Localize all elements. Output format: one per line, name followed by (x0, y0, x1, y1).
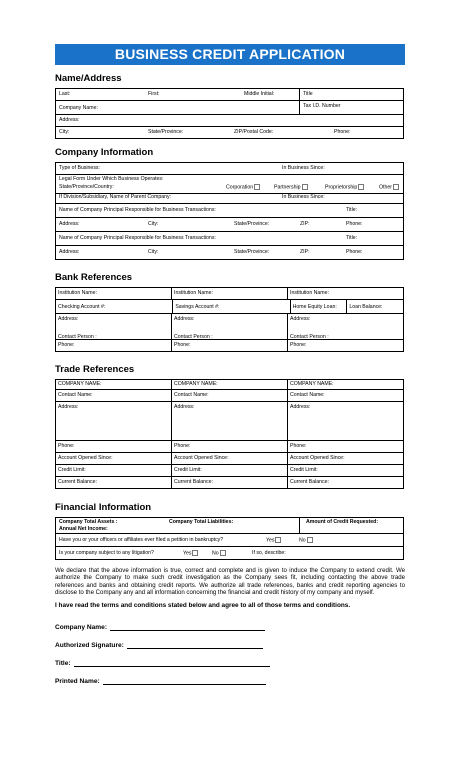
trade-phone-field[interactable]: Phone: (290, 443, 307, 449)
business-type-field[interactable]: Type of Business: (59, 165, 100, 171)
partnership-option[interactable]: Partnership (274, 184, 308, 190)
bank-refs-box (55, 287, 404, 352)
principal-row-2 (56, 232, 403, 246)
checkbox[interactable] (192, 550, 198, 556)
institution-name-field[interactable]: Institution Name: (290, 290, 329, 296)
total-liabilities-field[interactable]: Company Total Liabilities: (169, 519, 234, 525)
bank-address-cell[interactable]: Address: Contact Person : (172, 314, 288, 339)
printed-name-line[interactable] (103, 677, 266, 685)
trade-phone-field[interactable]: Phone: (172, 441, 288, 452)
section-title-company-info: Company Information (55, 147, 154, 158)
first-name-field[interactable]: First: (148, 91, 160, 97)
trade-company-field[interactable]: COMPANY NAME: (172, 380, 288, 389)
bank-account-row (56, 300, 403, 314)
page-title: BUSINESS CREDIT APPLICATION (55, 44, 405, 65)
bankruptcy-question: Have you or your officers or affiliates ever filed a petition in bankruptcy? (59, 537, 224, 543)
type-row (56, 163, 403, 175)
credit-requested-field[interactable]: Amount of Credit Requested: (306, 519, 379, 525)
middle-initial-field[interactable]: Middle Initial: (244, 91, 275, 97)
last-name-field[interactable]: Last: (59, 91, 71, 97)
trade-contact-field[interactable]: Contact Name: (56, 390, 172, 401)
total-assets-field[interactable]: Company Total Assets : (59, 519, 118, 525)
title-line[interactable] (74, 659, 270, 667)
savings-account-field[interactable]: Savings Account #: (173, 300, 290, 313)
bank-address-cell[interactable]: Address: Contact Person : (56, 314, 172, 339)
principal-field[interactable]: Name of Company Principal Responsible for Business Transactions: (59, 207, 216, 213)
principal-row-1 (56, 204, 403, 218)
bank-phone-field[interactable]: Phone: (56, 340, 172, 351)
trade-address-row (56, 402, 403, 441)
tax-id-field[interactable]: Tax I.D. Number (303, 103, 341, 109)
litigation-describe-field[interactable]: If so, describe: (252, 550, 286, 556)
agreement-text: I have read the terms and conditions stated below and agree to all of those terms and conditions. (55, 602, 351, 610)
signature-company-row (55, 623, 405, 631)
corporation-option[interactable]: Corporation (226, 184, 260, 190)
checkbox[interactable] (220, 550, 226, 556)
phone-field[interactable]: Phone: (334, 129, 351, 135)
company-name-label: Company Name: (55, 624, 108, 632)
trade-address-field[interactable]: Address: (172, 402, 288, 440)
bank-address-row (56, 314, 403, 340)
trade-balance-field[interactable]: Current Balance: (290, 479, 329, 485)
trade-refs-box (55, 379, 404, 489)
net-income-field[interactable]: Annual Net Income: (59, 526, 108, 532)
section-title-bank-refs: Bank References (55, 272, 133, 283)
trade-contact-row (56, 390, 403, 402)
state-field[interactable]: State/Province: (148, 129, 184, 135)
address-field[interactable]: Address: (59, 117, 80, 123)
zip-field[interactable]: ZIP/Postal Code: (234, 129, 274, 135)
trade-limit-field[interactable]: Credit Limit: (56, 465, 172, 476)
company-name-field[interactable]: Company Name: (59, 105, 98, 111)
bankruptcy-no-option[interactable]: No (299, 537, 313, 543)
parent-since-field[interactable]: In Business Since: (282, 194, 325, 200)
home-equity-field[interactable]: Home Equity Loan: (291, 300, 348, 313)
loan-balance-field[interactable]: Loan Balance: (349, 304, 383, 310)
parent-company-field[interactable]: If Division/Subsidiary, Name of Parent Company: (59, 194, 172, 200)
trade-limit-row (56, 465, 403, 477)
bankruptcy-yes-option[interactable]: Yes (266, 537, 281, 543)
checkbox[interactable] (393, 184, 399, 190)
trade-phone-field[interactable]: Phone: (56, 441, 172, 452)
trade-opened-field[interactable]: Account Opened Since: (56, 453, 172, 464)
principal-address-field[interactable]: Address: (59, 249, 80, 255)
home-equity-cell (291, 300, 403, 313)
trade-balance-field[interactable]: Current Balance: (172, 477, 288, 488)
trade-limit-field[interactable]: Credit Limit: (290, 467, 318, 473)
principal-phone-field[interactable]: Phone: (346, 221, 363, 227)
trade-contact-field[interactable]: Contact Name: (290, 392, 325, 398)
checkbox[interactable] (275, 537, 281, 543)
bank-phone-row (56, 340, 403, 351)
trade-limit-field[interactable]: Credit Limit: (172, 465, 288, 476)
principal-address-row-1 (56, 218, 403, 232)
company-info-box (55, 162, 404, 260)
trade-company-field[interactable]: COMPANY NAME: (56, 380, 172, 389)
principal-field[interactable]: Name of Company Principal Responsible for Business Transactions: (59, 235, 216, 241)
title-label: Title: (55, 660, 71, 668)
trade-contact-field[interactable]: Contact Name: (172, 390, 288, 401)
section-title-trade-refs: Trade References (55, 364, 135, 375)
authorized-signature-label: Authorized Signature: (55, 642, 124, 650)
company-row (56, 101, 403, 115)
authorized-signature-line[interactable] (127, 641, 263, 649)
proprietorship-option[interactable]: Proprietorship (325, 184, 364, 190)
name-address-box (55, 88, 404, 139)
trade-phone-row (56, 441, 403, 453)
principal-zip-field[interactable]: ZIP: (300, 249, 310, 255)
trade-company-row (56, 380, 403, 390)
city-row (56, 127, 403, 138)
signature-title-row (55, 659, 405, 667)
section-title-name-address: Name/Address (55, 73, 122, 84)
trade-address-field[interactable]: Address: (290, 404, 311, 410)
principal-address-row-2 (56, 246, 403, 259)
bank-address-cell[interactable]: Address: Contact Person : (290, 316, 329, 340)
litigation-row (56, 547, 403, 559)
litigation-no-option[interactable]: No (212, 550, 226, 556)
declaration-text: We declare that the above information is true, correct and complete and is given to induce the Company to extend credit. We authorize the Company to make such credit investigation as the Company sees fit, including contacting the above trade references and banks and obtaining credit reports. We authorize all trade references, banks and credit reporting agencies to disclose to the Company any and all information concerning the financial and credit history of my company and myself. (55, 567, 405, 596)
signature-printed-row (55, 677, 405, 685)
principal-city-field[interactable]: City: (148, 249, 159, 255)
name-row (56, 89, 403, 101)
business-since-field[interactable]: In Business Since: (282, 165, 325, 171)
legal-form-label: Legal Form Under Which Business Operates: (59, 176, 164, 182)
signature-authorized-row (55, 641, 405, 649)
trade-opened-field[interactable]: Account Opened Since: (172, 453, 288, 464)
principal-zip-field[interactable]: ZIP: (300, 221, 310, 227)
bank-phone-field[interactable]: Phone: (290, 342, 307, 348)
division-row (56, 194, 403, 204)
checkbox[interactable] (254, 184, 260, 190)
section-title-financial: Financial Information (55, 502, 152, 513)
trade-opened-row (56, 453, 403, 465)
legal-form-row (56, 175, 403, 194)
principal-state-field[interactable]: State/Province: (234, 221, 270, 227)
principal-state-field[interactable]: State/Province: (234, 249, 270, 255)
financial-totals-row (56, 518, 403, 534)
bank-institution-row (56, 288, 403, 300)
checking-account-field[interactable]: Checking Account #: (56, 300, 173, 313)
trade-address-field[interactable]: Address: (56, 402, 172, 440)
other-option[interactable]: Other (379, 184, 399, 190)
litigation-yes-option[interactable]: Yes (183, 550, 198, 556)
principal-city-field[interactable]: City: (148, 221, 159, 227)
bank-phone-field[interactable]: Phone: (172, 340, 288, 351)
checkbox[interactable] (358, 184, 364, 190)
state-country-field[interactable]: State/Province/Country: (59, 184, 114, 190)
address-row (56, 115, 403, 127)
trade-company-field[interactable]: COMPANY NAME: (290, 381, 334, 387)
institution-name-field[interactable]: Institution Name: (172, 288, 288, 299)
city-field[interactable]: City: (59, 129, 70, 135)
credit-application-form (55, 44, 405, 685)
trade-balance-row (56, 477, 403, 488)
checkbox[interactable] (302, 184, 308, 190)
bankruptcy-row (56, 534, 403, 547)
litigation-question: Is your company subject to any litigation? (59, 550, 154, 556)
title-field[interactable]: Title (303, 91, 313, 97)
principal-address-field[interactable]: Address: (59, 221, 80, 227)
principal-phone-field[interactable]: Phone: (346, 249, 363, 255)
principal-title-field[interactable]: Title: (346, 235, 358, 241)
checkbox[interactable] (307, 537, 313, 543)
financial-box (55, 517, 404, 560)
trade-opened-field[interactable]: Account Opened Since: (290, 455, 345, 461)
company-name-line[interactable] (110, 623, 265, 631)
institution-name-field[interactable]: Institution Name: (56, 288, 172, 299)
principal-title-field[interactable]: Title: (346, 207, 358, 213)
printed-name-label: Printed Name: (55, 678, 100, 686)
trade-balance-field[interactable]: Current Balance: (56, 477, 172, 488)
